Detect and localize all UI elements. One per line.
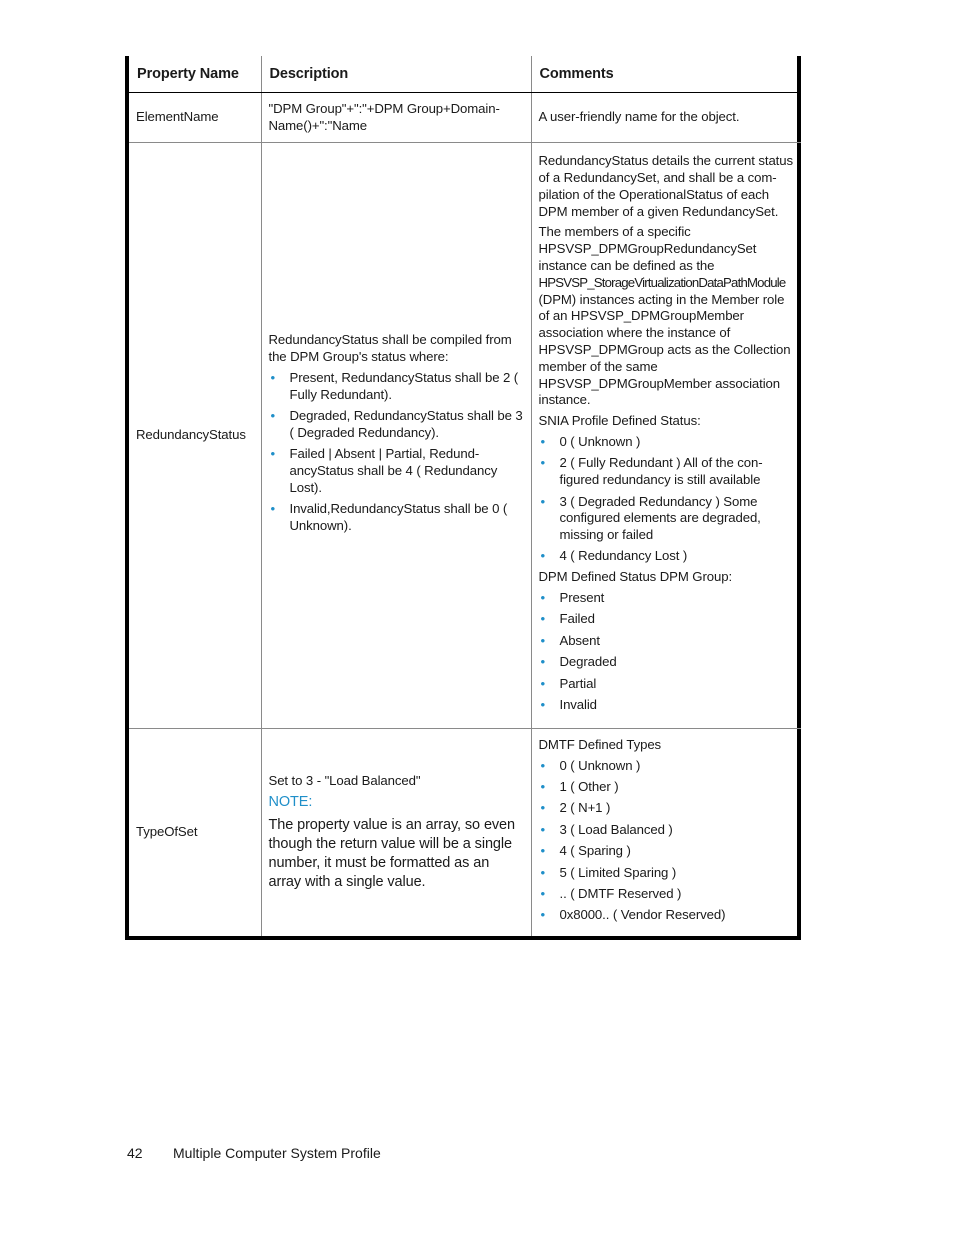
cell-comments: A user-friendly name for the object. bbox=[531, 93, 801, 143]
list-item: • Failed bbox=[540, 611, 595, 627]
cell-property-name: TypeOfSet bbox=[129, 729, 261, 937]
note-text: The property value is an array, so even though the return value will be a single number, it must be formatted as an array with a single value. bbox=[268, 817, 515, 891]
list-item: • 5 ( Limited Sparing ) bbox=[540, 864, 677, 880]
bullet-icon: • bbox=[540, 611, 546, 627]
footer-section-title: Multiple Computer System Profile bbox=[173, 1145, 381, 1161]
property-table-grid bbox=[129, 56, 801, 936]
page-number: 42 bbox=[127, 1145, 143, 1161]
list-item: • .. ( DMTF Reserved ) bbox=[540, 885, 682, 901]
bullet-icon: • bbox=[540, 907, 546, 923]
cell-description: "DPM Group"+":"+DPM Group+Domain-Name()+":"Name bbox=[261, 93, 531, 143]
list-item: • 0x8000.. ( Vendor Reserved) bbox=[540, 907, 726, 923]
bullet-icon: • bbox=[540, 632, 546, 648]
bullet-icon: • bbox=[540, 548, 546, 564]
list-item: • Absent bbox=[540, 632, 600, 648]
list-item: • Degraded, RedundancyStatus shall be 3 ( Degraded Redundancy). bbox=[270, 408, 523, 440]
bullet-icon: • bbox=[540, 433, 546, 449]
header-row bbox=[129, 56, 801, 93]
list-item: • Degraded bbox=[540, 654, 617, 670]
list-item: • Invalid bbox=[540, 697, 597, 713]
bullet-icon: • bbox=[270, 369, 276, 385]
list-item: • Failed | Absent | Partial, Redund-ancyStatus shall be 4 ( Redundancy Lost). bbox=[270, 446, 498, 495]
bullet-icon: • bbox=[540, 821, 546, 837]
bullet-icon: • bbox=[270, 446, 276, 462]
bullet-icon: • bbox=[270, 408, 276, 423]
bullet-icon: • bbox=[540, 493, 546, 509]
cell-property-name: ElementName bbox=[129, 93, 261, 143]
description-text: Set to 3 - "Load Balanced" bbox=[268, 772, 421, 788]
list-item: • Invalid,RedundancyStatus shall be 0 ( Unknown). bbox=[270, 501, 508, 533]
snia-status-list bbox=[539, 434, 795, 565]
bullet-icon: • bbox=[540, 455, 546, 471]
header-comments: Comments bbox=[531, 56, 801, 93]
note-label: NOTE: bbox=[268, 793, 313, 810]
dmtf-types-list bbox=[539, 758, 795, 925]
description-status-list bbox=[269, 370, 524, 535]
class-name-token: HPSVSP_StorageVirtualizationDataPathModule bbox=[538, 274, 786, 290]
snia-heading: SNIA Profile Defined Status: bbox=[538, 413, 701, 429]
comments-paragraph: The members of a specific HPSVSP_DPMGroupRedundancySet instance can be defined as the HPSVSP_StorageVirtualizationDataPathModule (DPM) instances acting in the Member role of an HPSVSP_DPMGroupMember association where the instance of HPSVSP_DPMGroup acts as the Collection member of the same HPSVSP_DPMGroupMember association instance. bbox=[538, 224, 791, 408]
table-row-elementname bbox=[129, 93, 801, 143]
list-item: • 3 ( Degraded Redundancy ) Some configured elements are degraded, missing or failed bbox=[540, 493, 761, 543]
bullet-icon: • bbox=[540, 779, 546, 795]
list-item: • 3 ( Load Balanced ) bbox=[540, 821, 673, 837]
cell-property-name: RedundancyStatus bbox=[129, 143, 261, 729]
bullet-icon: • bbox=[540, 864, 546, 880]
list-item: • 4 ( Sparing ) bbox=[540, 843, 631, 859]
list-item: • 2 ( N+1 ) bbox=[540, 800, 611, 816]
list-item: • Present bbox=[540, 590, 605, 606]
dpm-heading: DPM Defined Status DPM Group: bbox=[538, 569, 733, 585]
bullet-icon: • bbox=[540, 800, 546, 816]
header-description: Description bbox=[261, 56, 531, 93]
description-intro: RedundancyStatus shall be compiled from the DPM Group's status where: bbox=[268, 332, 512, 365]
list-item: • 4 ( Redundancy Lost ) bbox=[540, 548, 688, 564]
bullet-icon: • bbox=[540, 590, 546, 606]
list-item: • 1 ( Other ) bbox=[540, 779, 619, 795]
bullet-icon: • bbox=[540, 675, 546, 691]
cell-description bbox=[261, 143, 531, 729]
header-property-name: Property Name bbox=[129, 56, 261, 93]
cell-comments bbox=[531, 143, 801, 729]
list-item: • Present, RedundancyStatus shall be 2 ( Fully Redundant). bbox=[270, 369, 519, 402]
cell-comments bbox=[531, 729, 801, 937]
property-table bbox=[125, 56, 801, 940]
bullet-icon: • bbox=[540, 697, 546, 713]
dmtf-heading: DMTF Defined Types bbox=[538, 736, 662, 752]
cell-description bbox=[261, 729, 531, 937]
dpm-status-list bbox=[539, 590, 795, 714]
table-row-redundancystatus bbox=[129, 143, 801, 729]
list-item: • 0 ( Unknown ) bbox=[540, 757, 641, 773]
bullet-icon: • bbox=[270, 501, 276, 517]
bullet-icon: • bbox=[540, 885, 546, 901]
page-footer bbox=[127, 1145, 381, 1161]
comments-paragraph: RedundancyStatus details the current status of a RedundancySet, and shall be a com-pilation of the OperationalStatus of each DPM member of a given RedundancySet. bbox=[538, 153, 793, 219]
list-item: • 2 ( Fully Redundant ) All of the con-figured redundancy is still available bbox=[540, 455, 763, 488]
table-row-typeofset bbox=[129, 729, 801, 937]
list-item: • Partial bbox=[540, 675, 597, 691]
bullet-icon: • bbox=[540, 843, 546, 859]
bullet-icon: • bbox=[540, 654, 546, 670]
bullet-icon: • bbox=[540, 757, 546, 773]
list-item: • 0 ( Unknown ) bbox=[540, 433, 641, 449]
